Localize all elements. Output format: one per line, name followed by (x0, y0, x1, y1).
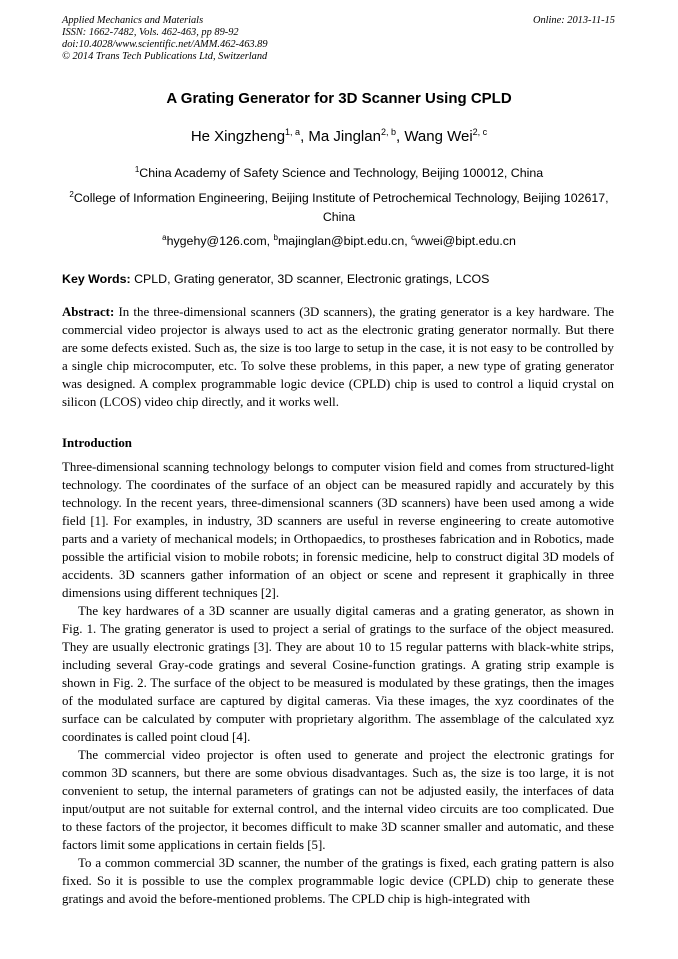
author-name: Wang Wei (404, 128, 473, 145)
keywords-text: CPLD, Grating generator, 3D scanner, Electronic gratings, LCOS (130, 272, 490, 286)
journal-header (62, 15, 442, 63)
paragraph: The key hardwares of a 3D scanner are usually digital cameras and a grating generator, as shown in Fig. 1. The grating generator is used to project a serial of gratings to the surface of the object measured. They are usually electronic gratings [3]. They are about 10 to 15 regular patterns with black-white strips, including several Gray-code gratings and several Cosine-function gratings. A grating strip example is shown in Fig. 2. The surface of the object to be measured is modulated by these gratings, then the images of the modulated surface are captured by digital cameras. Via these images, the xyz coordinates of the surface can be calculated by computer with proprietary algorithm. The assemblage of the calculated xyz coordinates is called point cloud [4]. (62, 604, 614, 744)
email-separator: , (404, 234, 412, 248)
affiliation-text: China Academy of Safety Science and Technology, Beijing 100012, China (139, 166, 544, 180)
author-affiliation-mark: 1, a (285, 127, 301, 137)
author-name: Ma Jinglan (308, 128, 381, 145)
keywords (62, 271, 616, 287)
author-separator: , (395, 128, 405, 145)
online-date: Online: 2013-11-15 (532, 15, 615, 26)
email-address[interactable]: majinglan@bipt.edu.cn (277, 234, 405, 248)
affiliation-2 (62, 189, 616, 227)
journal-name: Applied Mechanics and Materials (62, 15, 204, 26)
introduction-body (62, 458, 614, 908)
email-mark: a (162, 233, 167, 242)
paper-title: A Grating Generator for 3D Scanner Using CPLD (166, 90, 512, 107)
author-affiliation-mark: 2, b (380, 127, 396, 137)
abstract-label: Abstract: (62, 305, 115, 319)
section-heading-introduction: Introduction (62, 436, 132, 450)
issn-line: ISSN: 1662-7482, Vols. 462-463, pp 89-92 (62, 27, 239, 38)
email-list (62, 232, 616, 251)
copyright-line: © 2014 Trans Tech Publications Ltd, Switzerland (62, 51, 268, 62)
affiliation-mark: 1 (134, 165, 140, 174)
paragraph: The commercial video projector is often used to generate and project the electronic gratings for common 3D scanners, but there are some obvious disadvantages. Such as, the size is too large, it is not convenient to setup, the internal parameters of gratings can not be adjusted easily, the interfaces of data input/output are not suitable for external control, and the internal video circuits are too complicated. Due to these factors of the projector, it becomes difficult to make 3D scanner smaller and automatic, and these factors limit some applications in certain fields [5]. (62, 748, 614, 852)
email-mark: b (273, 233, 278, 242)
author-name: He Xingzheng (190, 128, 286, 145)
email-mark: c (411, 233, 416, 242)
affiliation-1 (62, 164, 616, 183)
abstract (62, 303, 614, 411)
affiliation-mark: 2 (69, 190, 74, 199)
author-list (0, 128, 678, 146)
email-address[interactable]: wwei@bipt.edu.cn (415, 234, 516, 248)
email-address[interactable]: hygehy@126.com (166, 234, 267, 248)
email-separator: , (266, 234, 274, 248)
affiliation-text: College of Information Engineering, Beijing Institute of Petrochemical Technology, Beijing 102617, China (73, 191, 609, 224)
doi-line: doi:10.4028/www.scientific.net/AMM.462-463.89 (62, 39, 268, 50)
paragraph: To a common commercial 3D scanner, the number of the gratings is fixed, each grating pattern is also fixed. So it is possible to use the complex programmable logic device (CPLD) chip to generate these gratings and avoid the before-mentioned problems. The CPLD chip is high-integrated with (62, 856, 614, 906)
paragraph: Three-dimensional scanning technology belongs to computer vision field and comes from structured-light technology. The coordinates of the surface of an object can be measured rapidly and accurately by this technology. In the recent years, three-dimensional scanners (3D scanners) have been used among a wide field [1]. For examples, in industry, 3D scanners are useful in reverse engineering to create automotive parts and a variety of mechanical models; in Orthopaedics, to prostheses fabrication and in Robotics, made possible the artificial vision to mobile robots; in forensic medicine, help to construct digital 3D models of accidents. 3D scanners gather information of an object or scene and represent it graphically in three dimensions using different techniques [2]. (62, 460, 614, 600)
keywords-label: Key Words: (62, 272, 131, 286)
author-separator: , (300, 128, 309, 145)
abstract-text: In the three-dimensional scanners (3D scanners), the grating generator is a key hardware. The commercial video projector is always used to act as the electronic grating generator normally. But there are some defects existed. Such as, the size is too large to setup in the case, it is not easy to be controlled by a single chip microcomputer, etc. To solve these problems, in this paper, a new type of grating generator was designed. A complex programmable logic device (CPLD) chip is used to control a liquid crystal on silicon (LCOS) video chip directly, and it works well. (62, 305, 614, 409)
author-affiliation-mark: 2, c (472, 127, 488, 137)
